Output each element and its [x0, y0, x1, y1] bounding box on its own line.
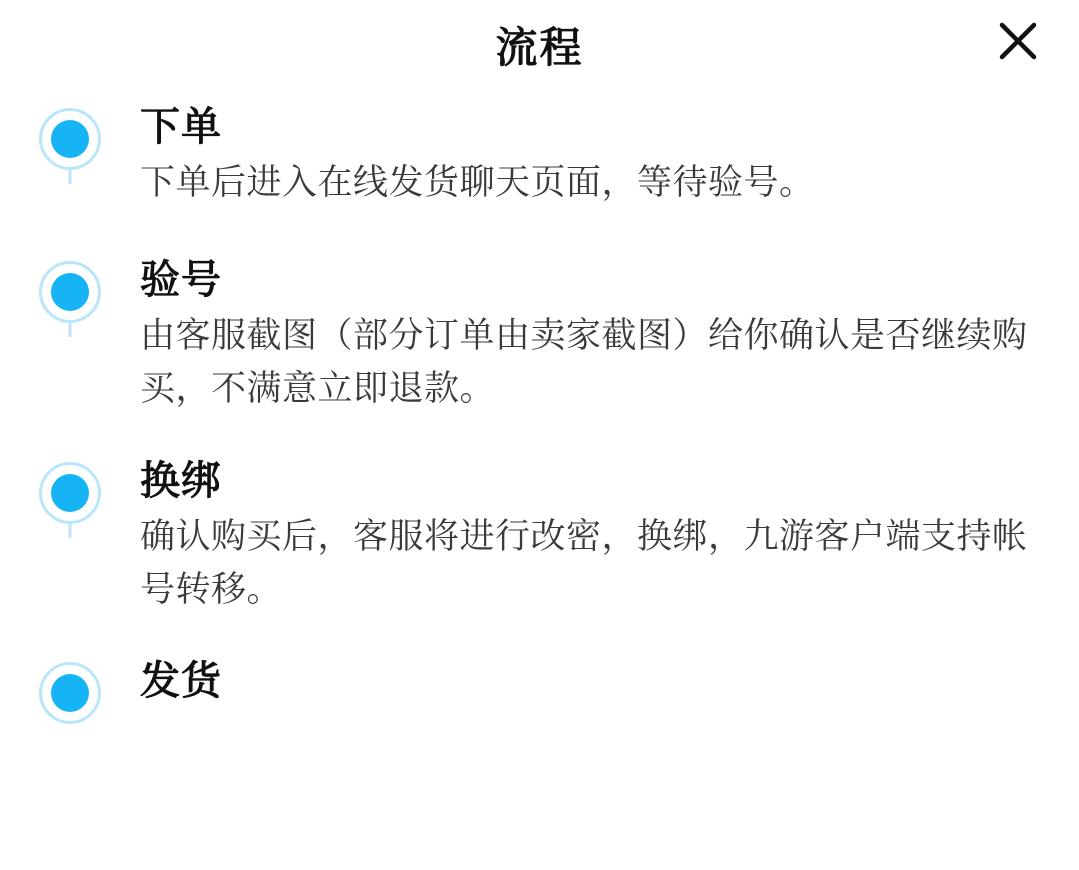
timeline-rail	[0, 255, 140, 323]
process-step-3	[0, 456, 1079, 616]
step-dot-core	[51, 273, 89, 311]
step-body	[140, 255, 1079, 415]
step-dot-core	[51, 674, 89, 712]
timeline-rail	[0, 656, 140, 724]
step-dot-core	[51, 474, 89, 512]
step-body	[140, 456, 1079, 616]
step-title: 下单	[140, 105, 222, 149]
timeline-rail	[0, 456, 140, 524]
process-step-list	[0, 102, 1079, 724]
timeline-connector	[69, 168, 72, 184]
close-icon	[996, 19, 1040, 63]
step-title: 发货	[140, 658, 222, 703]
timeline-connector	[69, 522, 72, 538]
step-dot	[39, 462, 101, 524]
step-description: 确认购买后，客服将进行改密，换绑，九游客户端支持帐号转移。	[140, 516, 1028, 609]
step-dot	[39, 662, 101, 724]
step-dot	[39, 261, 101, 323]
dialog-header	[0, 0, 1079, 96]
step-gap	[0, 209, 1079, 255]
step-description: 由客服截图（部分订单由卖家截图）给你确认是否继续购买，不满意立即退款。	[140, 316, 1028, 409]
step-description: 下单后进入在线发货聊天页面，等待验号。	[140, 163, 815, 202]
step-dot-core	[51, 120, 89, 158]
step-body	[140, 102, 1079, 209]
step-gap	[0, 616, 1079, 656]
step-title: 换绑	[140, 458, 222, 503]
process-step-1	[0, 102, 1079, 209]
step-dot	[39, 108, 101, 170]
step-title: 验号	[140, 258, 222, 303]
timeline-rail	[0, 102, 140, 170]
process-step-2	[0, 255, 1079, 415]
step-gap	[0, 416, 1079, 456]
page-title: 流程	[495, 24, 584, 71]
close-button[interactable]	[987, 10, 1049, 72]
process-step-4	[0, 656, 1079, 724]
timeline-connector	[69, 321, 72, 337]
step-body	[140, 656, 1079, 710]
